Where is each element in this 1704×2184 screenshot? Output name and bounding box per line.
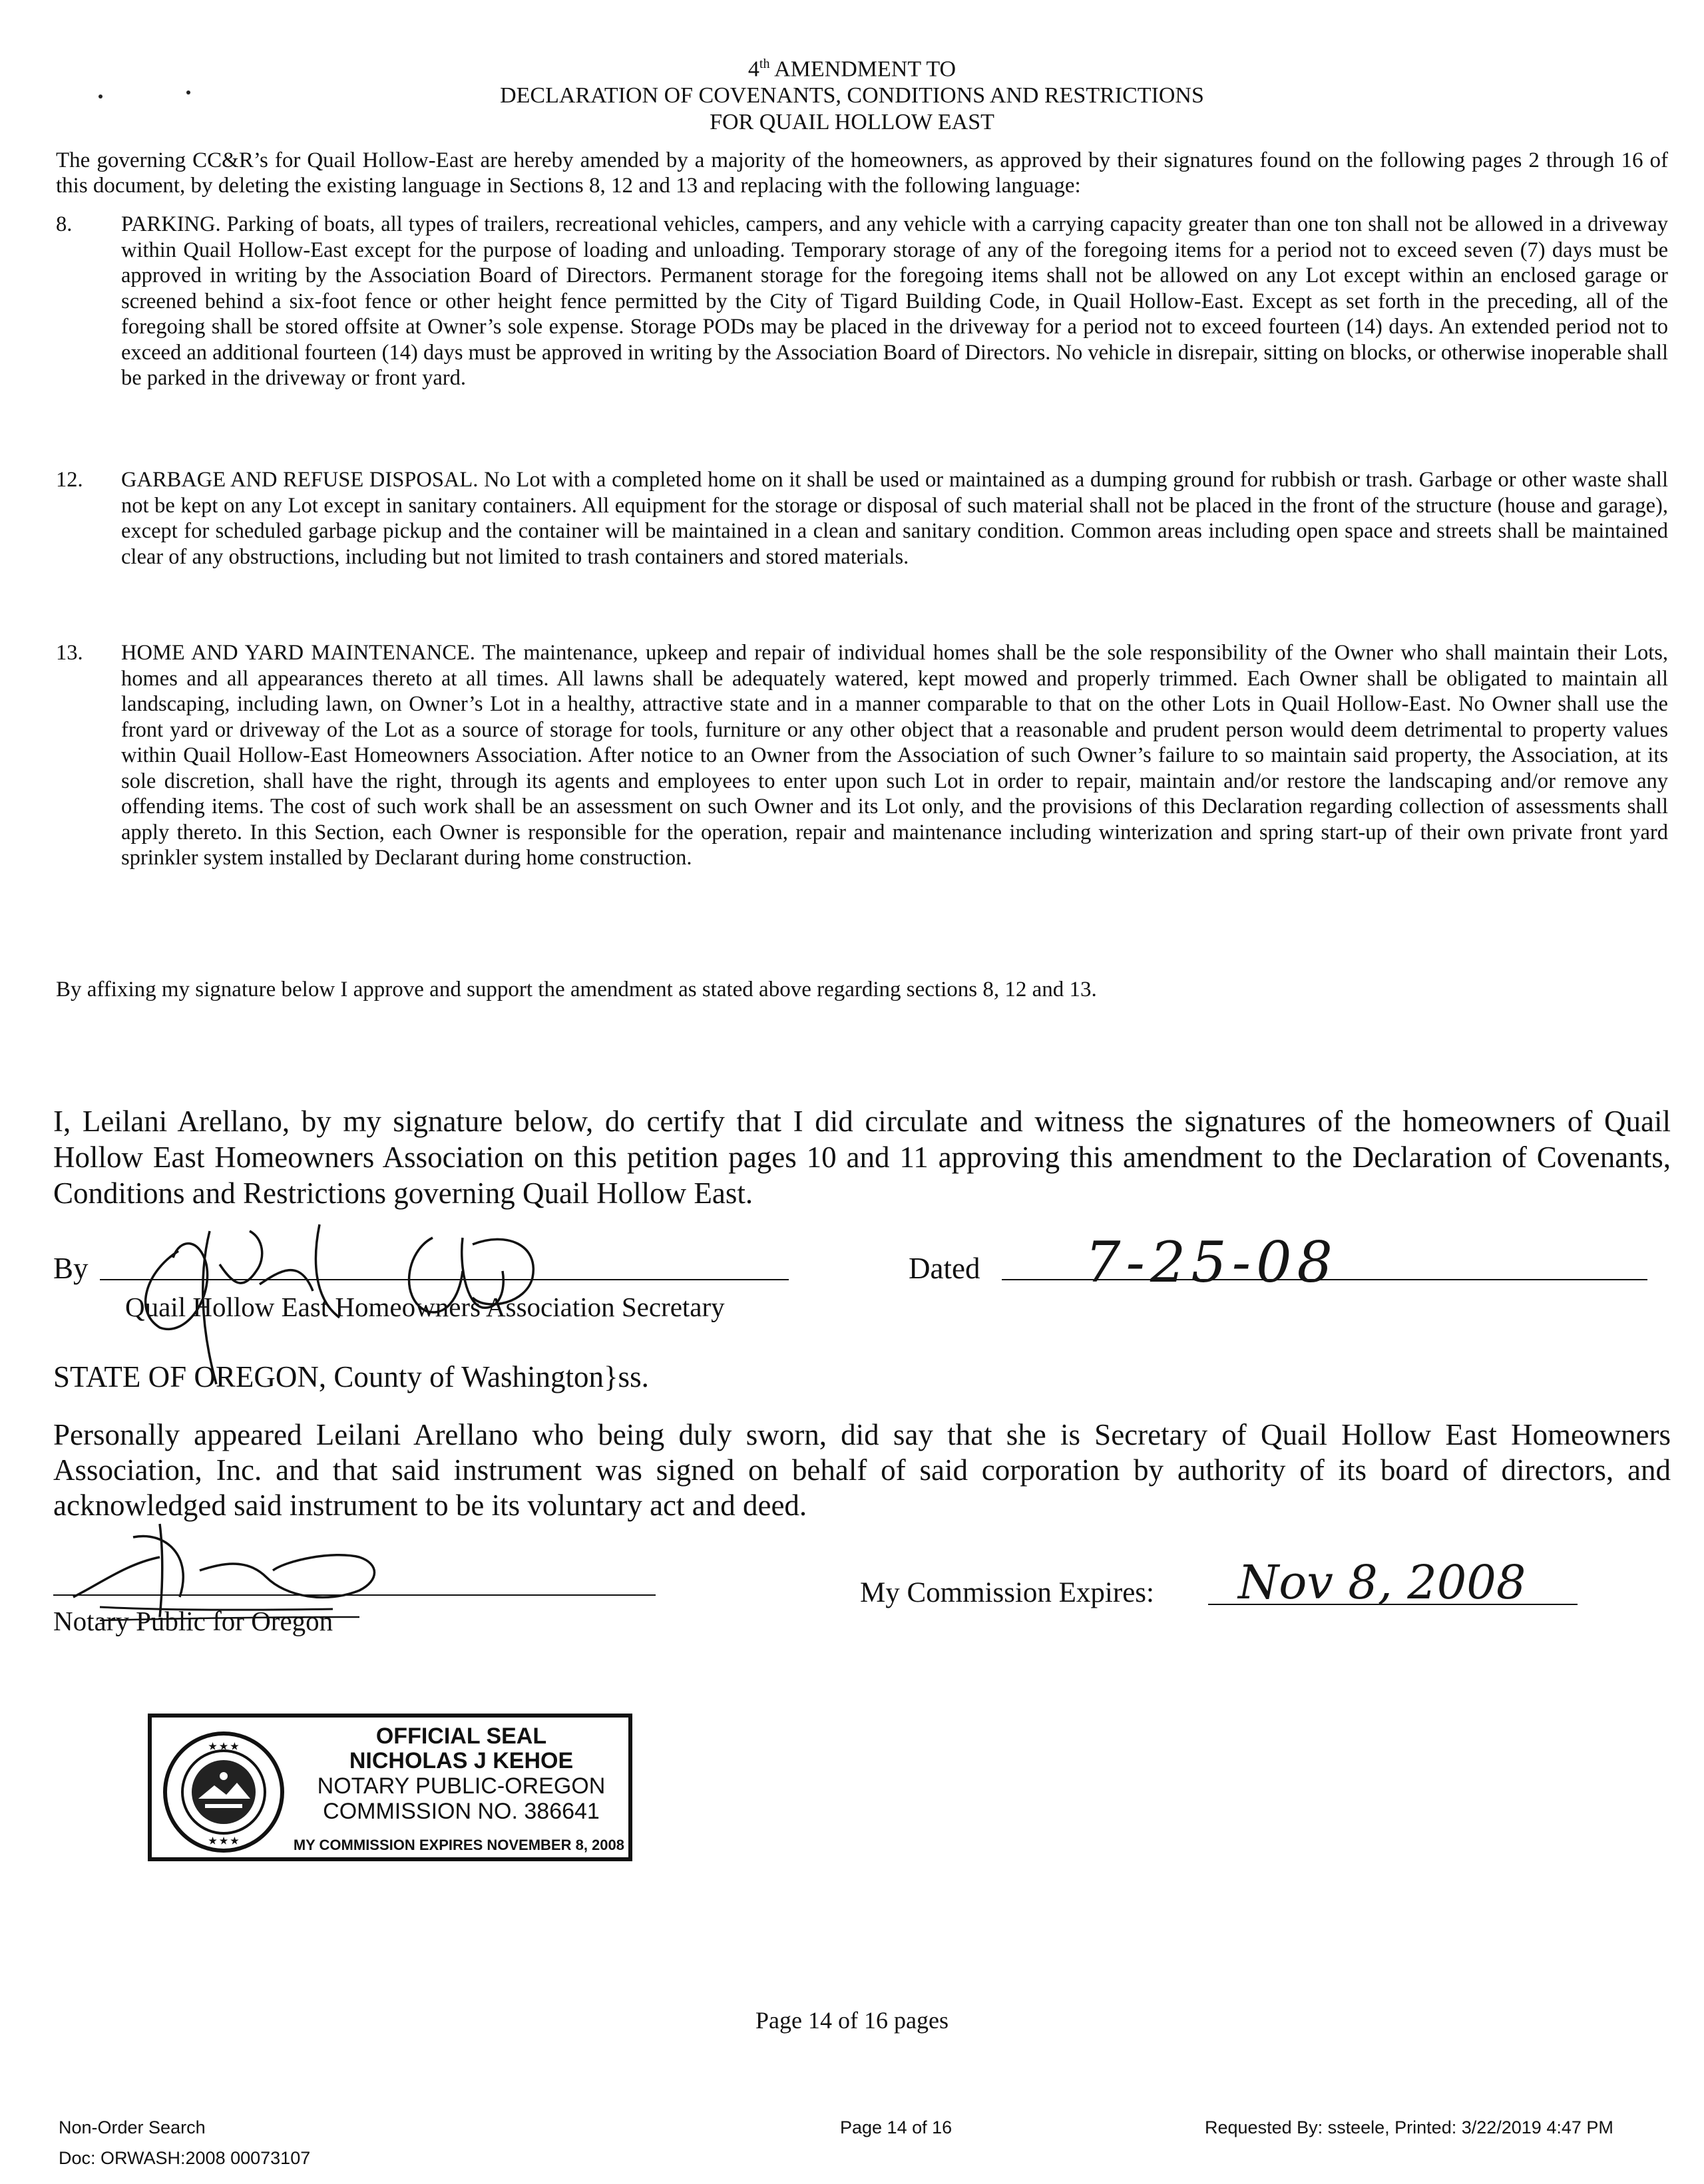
state-county-line: STATE OF OREGON, County of Washington}ss. [53,1360,649,1393]
dated-label: Dated [909,1252,980,1285]
intro-paragraph: The governing CC&R’s for Quail Hollow-East are hereby amended by a majority of the homeowners, as approved by their signatures found on the following pages 2 through 16 of this document, by deleting the existing language in Sections 8, 12 and 13 and replacing with the following language: [56,148,1668,198]
dated-value: 7-25-08 [1085,1230,1338,1295]
approval-statement: By affixing my signature below I approve and support the amendment as stated above regarding sections 8, 12 and 13. [56,978,1097,1001]
section-8 [56,212,1668,391]
svg-text:★ ★ ★: ★ ★ ★ [208,1741,239,1751]
section-13 [56,640,1668,871]
certification-paragraph: I, Leilani Arellano, by my signature below, do certify that I did circulate and witness the signatures of the homeowners of Quail Hollow East Homeowners Association on this petition pages 10 and 11 approving this amendment to the Declaration of Covenants, Conditions and Restrictions governing Quail Hollow East. [53,1105,1671,1210]
footer-document-id: Doc: ORWASH:2008 00073107 [59,2148,311,2168]
title-line-2: DECLARATION OF COVENANTS, CONDITIONS AND RESTRICTIONS [500,83,1204,108]
seal-title: OFFICIAL SEAL [375,1724,547,1749]
seal-notary-name: NICHOLAS J KEHOE [349,1748,574,1773]
title-line-3: FOR QUAIL HOLLOW EAST [710,110,994,135]
footer-page: Page 14 of 16 [840,2117,953,2137]
scan-speck [186,91,190,94]
notary-seal-stamp [148,1714,632,1861]
seal-commission-number: COMMISSION NO. 386641 [323,1799,600,1824]
section-12 [56,467,1668,570]
section-text: HOME AND YARD MAINTENANCE. The maintenance, upkeep and repair of individual homes shall be the sole responsibility of the Owner who shall maintain their Lots, homes and all appearances thereto at all times. All lawns shall be adequately watered, kept mowed and properly trimmed. Each Owner shall be obligated to maintain all landscaping, including lawn, on Owner’s Lot in a healthy, attractive state and in a manner comparable to that on the other Lots in Quail Hollow-East. No Owner shall use the front yard or driveway of the Lot as a source of storage for tools, furniture or any other object that a reasonable and prudent person would deem detrimental to property values within Quail Hollow-East Homeowners Association. After notice to an Owner from the Association of such Owner’s failure to so maintain said property, the Association, at its sole discretion, shall have the right, through its agents and employees to enter upon such Lot in order to repair, maintain and/or restore the landscaping and/or remove any offending items. The cost of such work shall be an assessment on such Owner and its Lot only, and the provisions of this Declaration regarding collection of assessments shall apply thereto. In this Section, each Owner is responsible for the operation, repair and maintenance including winterization and spring start-up of their own private front yard sprinkler system installed by Declarant during home construction. [121,641,1668,870]
notary-signature [47,1511,473,1624]
notary-label: Notary Public for Oregon [53,1606,333,1636]
document-title [0,51,1704,136]
section-number: 13. [56,641,83,665]
footer-search-type: Non-Order Search [59,2117,206,2137]
seal-expiration: MY COMMISSION EXPIRES NOVEMBER 8, 2008 [293,1837,624,1853]
page-number: Page 14 of 16 pages [755,2007,949,2034]
scan-speck [99,94,103,98]
footer-requested-by: Requested By: ssteele, Printed: 3/22/2019 4:47 PM [1205,2117,1613,2137]
section-number: 8. [56,212,73,236]
section-number: 12. [56,468,83,492]
section-text: GARBAGE AND REFUSE DISPOSAL. No Lot with a completed home on it shall be used or maintained as a dumping ground for rubbish or trash. Garbage or other waste shall not be kept on any Lot except in sanitary containers. All equipment for the storage or disposal of such material shall not be placed in the front of the structure (house and garage), except for scheduled garbage pickup and the container will be maintained in a clean and sanitary condition. Common areas including open space and streets shall be maintained clear of any obstructions, including but not limited to trash containers and stored materials. [121,468,1668,569]
notary-statement: Personally appeared Leilani Arellano who being duly sworn, did say that she is Secretary of Quail Hollow East Homeowners Association, Inc. and that said instrument was signed on behalf of said corporation by authority of its board of directors, and acknowledged said instrument to be its voluntary act and deed. [53,1418,1671,1522]
by-label: By [53,1252,89,1285]
section-text: PARKING. Parking of boats, all types of trailers, recreational vehicles, campers, and any vehicle with a carrying capacity greater than one ton shall not be allowed in a driveway within Quail Hollow-East except for the purpose of loading and unloading. Temporary storage of any of the foregoing items for a period not to exceed seven (7) days must be approved in writing by the Association Board of Directors. Permanent storage for the foregoing items shall not be allowed on any Lot except within an enclosed garage or screened behind a six-foot fence or other height fence permitted by the City of Tigard Building Code, in Quail Hollow-East. Except as set forth in the preceding, all of the foregoing shall be stored offsite at Owner’s sole expense. Storage PODs may be placed in the driveway for a period not to exceed fourteen (14) days. An extended period not to exceed an additional fourteen (14) days must be approved in writing by the Association Board of Directors. No vehicle in disrepair, sitting on blocks, or otherwise inoperable shall be parked in the driveway or front yard. [121,212,1668,390]
commission-label: My Commission Expires: [860,1577,1154,1608]
secretary-role: Quail Hollow East Homeowners Association Secretary [125,1292,725,1322]
svg-text:★ ★ ★: ★ ★ ★ [208,1835,239,1846]
title-line-1: 4th AMENDMENT TO [747,57,957,82]
commission-value: Nov 8, 2008 [1238,1555,1526,1610]
seal-notary-public: NOTARY PUBLIC-OREGON [317,1773,606,1799]
